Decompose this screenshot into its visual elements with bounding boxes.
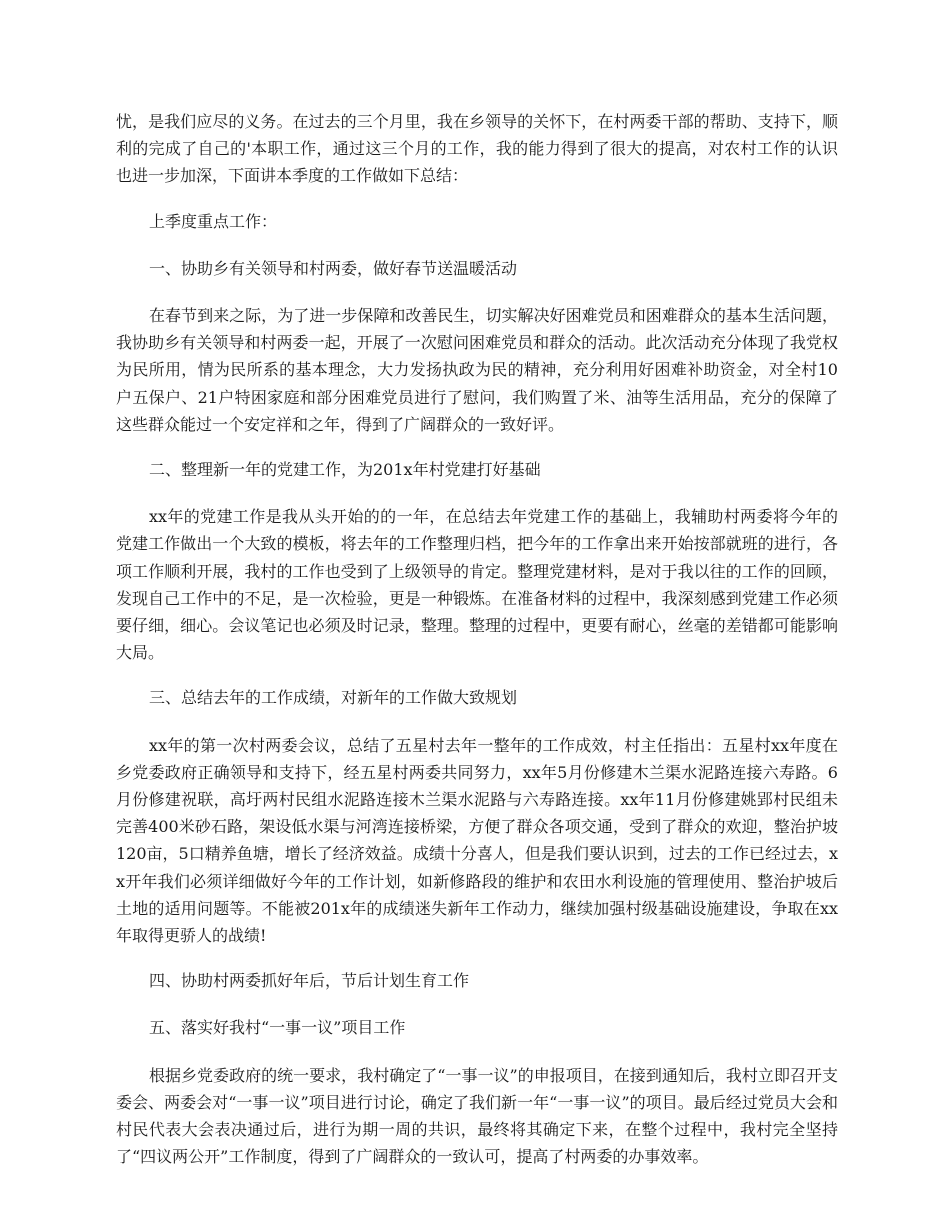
section-heading-4: 四、协助村两委抓好年后，节后计划生育工作	[149, 971, 470, 991]
paragraph-section-3: xx年的第一次村两委会议，总结了五星村去年一整年的工作成效，村主任指出：五星村xx年度在乡党委政府正确领导和支持下，经五星村两委共同努力，xx年5月份修建木兰渠水泥路连接六寿路。6月份修建祝联，高圩两村民组水泥路连接木兰渠水泥路与六寿路连接。xx年11月份修建姚郢村民组未完善400米砂石路，架设低水渠与河湾连接桥梁，方便了群众各项交通，受到了群众的欢迎，整治护坡120亩，5口精养鱼塘，增长了经济效益。成绩十分喜人，但是我们要认识到，过去的工作已经过去，xx开年我们必须详细做好今年的工作计划，如新修路段的维护和农田水利设施的管理使用、整治护坡后土地的适用问题等。不能被201x年的成绩迷失新年工作动力，继续加强村级基础设施建设，争取在xx年取得更骄人的战绩!	[116, 735, 838, 946]
section-heading-overview: 上季度重点工作：	[149, 211, 278, 231]
paragraph-section-2: xx年的党建工作是我从头开始的的一年，在总结去年党建工作的基础上，我辅助村两委将今年的党建工作做出一个大致的模板，将去年的工作整理归档，把今年的工作拿出来开始按部就班的进行，各项工作顺利开展，我村的工作也受到了上级领导的肯定。整理党建材料，是对于我以往的工作的回顾，发现自己工作中的不足，是一次检验，更是一种锻炼。在准备材料的过程中，我深刻感到党建工作必须要仔细，细心。会议笔记也必须及时记录，整理。整理的过程中，更要有耐心，丝毫的差错都可能影响大局。	[116, 507, 838, 663]
paragraph-section-5: 根据乡党委政府的统一要求，我村确定了“一事一议”的申报项目，在接到通知后，我村立即召开支委会、两委会对“一事一议”项目进行讨论，确定了我们新一年“一事一议”的项目。最后经过党员大会和村民代表大会表决通过后，进行为期一周的共识，最终将其确定下来，在整个过程中，我村完全坚持了“四议两公开”工作制度，得到了广阔群众的一致认可，提高了村两委的办事效率。	[116, 1065, 838, 1167]
section-heading-2: 二、整理新一年的党建工作，为201x年村党建打好基础	[149, 460, 541, 480]
paragraph-intro-continuation: 忧，是我们应尽的义务。在过去的三个月里，我在乡领导的关怀下，在村两委干部的帮助、支持下，顺利的完成了自己的'本职工作，通过这三个月的工作，我的能力得到了很大的提高，对农村工作的认识也进一步加深，下面讲本季度的工作做如下总结：	[116, 112, 838, 186]
paragraph-section-1: 在春节到来之际，为了进一步保障和改善民生，切实解决好困难党员和困难群众的基本生活问题，我协助乡有关领导和村两委一起，开展了一次慰问困难党员和群众的活动。此次活动充分体现了我党权为民所用，情为民所系的基本理念，大力发扬执政为民的精神，充分利用好困难补助资金，对全村10户五保户、21户特困家庭和部分困难党员进行了慰问，我们购置了米、油等生活用品，充分的保障了这些群众能过一个安定祥和之年，得到了广阔群众的一致好评。	[116, 306, 838, 434]
section-heading-5: 五、落实好我村“一事一议”项目工作	[149, 1018, 406, 1038]
section-heading-3: 三、总结去年的工作成绩，对新年的工作做大致规划	[149, 688, 518, 708]
document-body	[116, 108, 838, 1189]
section-heading-1: 一、协助乡有关领导和村两委，做好春节送温暖活动	[149, 258, 518, 278]
